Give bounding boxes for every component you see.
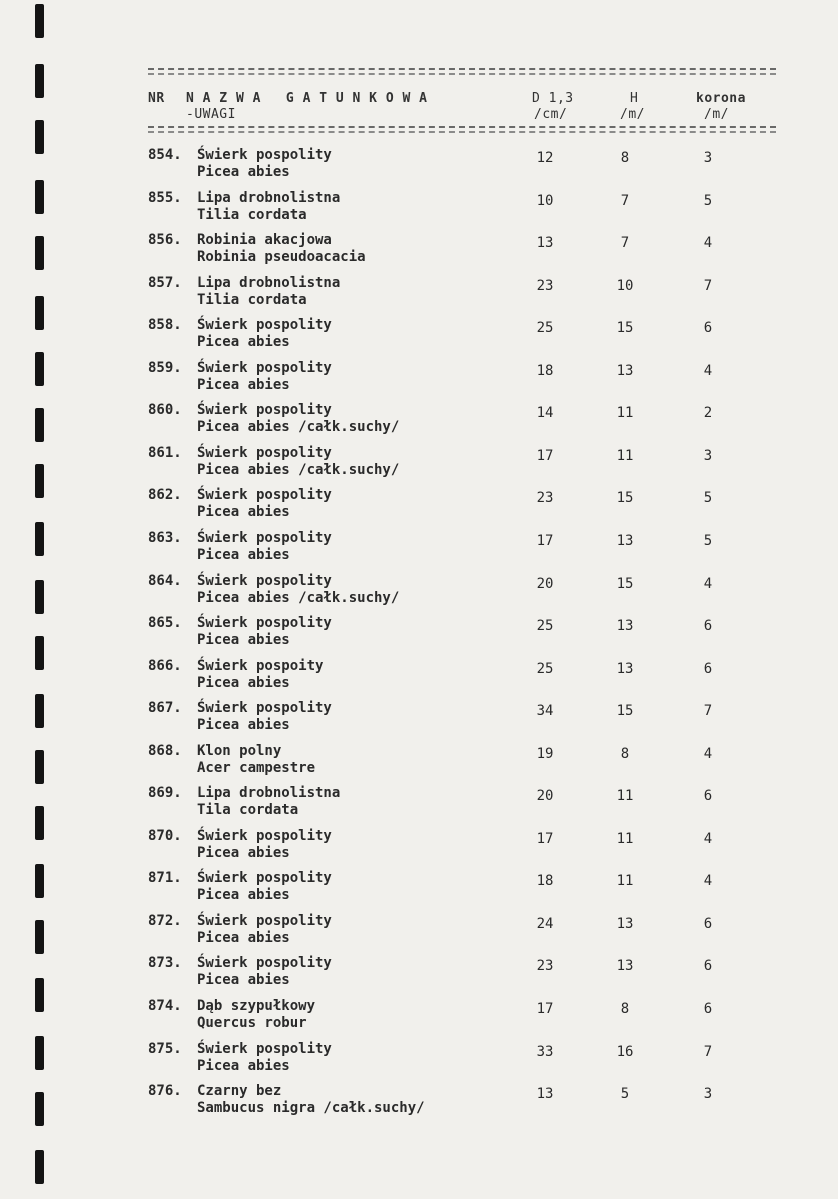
- height-value: 13: [616, 661, 634, 677]
- crown-value: 5: [703, 490, 713, 506]
- diameter-value: 13: [536, 235, 554, 251]
- height-value: 11: [616, 448, 634, 464]
- species-name: Świerk pospolity: [197, 573, 332, 589]
- species-name: Świerk pospolity: [197, 615, 332, 631]
- binder-hole: [35, 352, 44, 386]
- table-row: [148, 573, 768, 609]
- table-row: [148, 743, 768, 779]
- crown-value: 3: [703, 150, 713, 166]
- table-row: [148, 998, 768, 1034]
- crown-value: 4: [703, 576, 713, 592]
- binder-hole: [35, 920, 44, 954]
- row-number: 873.: [148, 955, 182, 971]
- species-name: Świerk pospolity: [197, 955, 332, 971]
- latin-name-remarks: Tila cordata: [197, 802, 299, 818]
- table-row: [148, 658, 768, 694]
- diameter-value: 25: [536, 661, 554, 677]
- binder-hole: [35, 750, 44, 784]
- row-number: 866.: [148, 658, 182, 674]
- table-row: [148, 955, 768, 991]
- species-name: Świerk pospolity: [197, 1041, 332, 1057]
- species-name: Świerk pospolity: [197, 317, 332, 333]
- crown-value: 4: [703, 363, 713, 379]
- row-number: 860.: [148, 402, 182, 418]
- diameter-value: 25: [536, 618, 554, 634]
- diameter-value: 17: [536, 1001, 554, 1017]
- header-uwagi: -UWAGI: [186, 107, 236, 122]
- crown-value: 3: [703, 1086, 713, 1102]
- header-h: H: [630, 91, 639, 106]
- table-row: [148, 1041, 768, 1077]
- height-value: 13: [616, 363, 634, 379]
- row-number: 872.: [148, 913, 182, 929]
- crown-value: 3: [703, 448, 713, 464]
- diameter-value: 19: [536, 746, 554, 762]
- table-row: [148, 445, 768, 481]
- diameter-value: 34: [536, 703, 554, 719]
- row-number: 857.: [148, 275, 182, 291]
- row-number: 864.: [148, 573, 182, 589]
- latin-name-remarks: Sambucus nigra /całk.suchy/: [197, 1100, 425, 1116]
- row-number: 870.: [148, 828, 182, 844]
- crown-value: 6: [703, 661, 713, 677]
- species-name: Świerk pospolity: [197, 402, 332, 418]
- species-name: Świerk pospolity: [197, 445, 332, 461]
- species-name: Świerk pospolity: [197, 147, 332, 163]
- row-number: 854.: [148, 147, 182, 163]
- table-row: [148, 402, 768, 438]
- header-h-unit: /m/: [620, 107, 645, 122]
- row-number: 859.: [148, 360, 182, 376]
- latin-name-remarks: Picea abies: [197, 547, 290, 563]
- binder-hole: [35, 236, 44, 270]
- diameter-value: 33: [536, 1044, 554, 1060]
- table-row: [148, 615, 768, 651]
- species-name: Świerk pospolity: [197, 700, 332, 716]
- species-name: Świerk pospolity: [197, 870, 332, 886]
- height-value: 15: [616, 320, 634, 336]
- height-value: 8: [620, 746, 630, 762]
- species-name: Klon polny: [197, 743, 282, 759]
- table-row: [148, 190, 768, 226]
- species-name: Czarny bez: [197, 1083, 282, 1099]
- binder-hole: [35, 580, 44, 614]
- height-value: 8: [620, 1001, 630, 1017]
- diameter-value: 12: [536, 150, 554, 166]
- height-value: 13: [616, 618, 634, 634]
- height-value: 15: [616, 490, 634, 506]
- species-name: Świerk pospolity: [197, 487, 332, 503]
- table-row: [148, 870, 768, 906]
- latin-name-remarks: Picea abies: [197, 632, 290, 648]
- diameter-value: 17: [536, 533, 554, 549]
- diameter-value: 20: [536, 576, 554, 592]
- crown-value: 6: [703, 788, 713, 804]
- row-number: 868.: [148, 743, 182, 759]
- binder-hole: [35, 180, 44, 214]
- row-number: 858.: [148, 317, 182, 333]
- latin-name-remarks: Picea abies: [197, 717, 290, 733]
- table-row: [148, 317, 768, 353]
- row-number: 865.: [148, 615, 182, 631]
- row-number: 855.: [148, 190, 182, 206]
- header-korona: korona: [696, 91, 746, 106]
- diameter-value: 13: [536, 1086, 554, 1102]
- species-name: Lipa drobnolistna: [197, 190, 341, 206]
- crown-value: 4: [703, 831, 713, 847]
- crown-value: 4: [703, 873, 713, 889]
- latin-name-remarks: Picea abies: [197, 504, 290, 520]
- row-number: 856.: [148, 232, 182, 248]
- latin-name-remarks: Picea abies /całk.suchy/: [197, 462, 400, 478]
- latin-name-remarks: Robinia pseudoacacia: [197, 249, 366, 265]
- species-name: Dąb szypułkowy: [197, 998, 316, 1014]
- species-name: Robinia akacjowa: [197, 232, 332, 248]
- binder-hole: [35, 694, 44, 728]
- diameter-value: 23: [536, 958, 554, 974]
- diameter-value: 20: [536, 788, 554, 804]
- crown-value: 4: [703, 746, 713, 762]
- latin-name-remarks: Tilia cordata: [197, 207, 307, 223]
- species-name: Świerk pospolity: [197, 913, 332, 929]
- row-number: 862.: [148, 487, 182, 503]
- diameter-value: 23: [536, 490, 554, 506]
- crown-value: 7: [703, 278, 713, 294]
- binder-hole: [35, 120, 44, 154]
- binder-strip: [0, 0, 60, 1199]
- species-name: Świerk pospolity: [197, 828, 332, 844]
- latin-name-remarks: Picea abies: [197, 972, 290, 988]
- diameter-value: 18: [536, 363, 554, 379]
- binder-hole: [35, 408, 44, 442]
- binder-hole: [35, 1092, 44, 1126]
- table-row: [148, 487, 768, 523]
- height-value: 5: [620, 1086, 630, 1102]
- table-row: [148, 785, 768, 821]
- row-number: 871.: [148, 870, 182, 886]
- header-bottom-rule: [148, 126, 776, 133]
- row-number: 861.: [148, 445, 182, 461]
- binder-hole: [35, 636, 44, 670]
- table-row: [148, 700, 768, 736]
- latin-name-remarks: Picea abies: [197, 334, 290, 350]
- table-row: [148, 147, 768, 183]
- crown-value: 7: [703, 703, 713, 719]
- height-value: 8: [620, 150, 630, 166]
- species-name: Świerk pospolity: [197, 530, 332, 546]
- diameter-value: 18: [536, 873, 554, 889]
- height-value: 15: [616, 703, 634, 719]
- crown-value: 5: [703, 193, 713, 209]
- binder-hole: [35, 978, 44, 1012]
- header-d: D 1,3: [532, 91, 574, 106]
- height-value: 10: [616, 278, 634, 294]
- table-row: [148, 1083, 768, 1119]
- height-value: 16: [616, 1044, 634, 1060]
- diameter-value: 10: [536, 193, 554, 209]
- crown-value: 7: [703, 1044, 713, 1060]
- diameter-value: 17: [536, 448, 554, 464]
- binder-hole: [35, 464, 44, 498]
- latin-name-remarks: Picea abies: [197, 930, 290, 946]
- crown-value: 6: [703, 618, 713, 634]
- binder-hole: [35, 1150, 44, 1184]
- diameter-value: 24: [536, 916, 554, 932]
- latin-name-remarks: Tilia cordata: [197, 292, 307, 308]
- crown-value: 6: [703, 958, 713, 974]
- height-value: 11: [616, 405, 634, 421]
- height-value: 15: [616, 576, 634, 592]
- height-value: 7: [620, 193, 630, 209]
- crown-value: 6: [703, 916, 713, 932]
- latin-name-remarks: Picea abies: [197, 1058, 290, 1074]
- binder-hole: [35, 522, 44, 556]
- binder-hole: [35, 4, 44, 38]
- row-number: 876.: [148, 1083, 182, 1099]
- crown-value: 2: [703, 405, 713, 421]
- diameter-value: 14: [536, 405, 554, 421]
- header-nr: NR: [148, 91, 165, 106]
- row-number: 863.: [148, 530, 182, 546]
- diameter-value: 23: [536, 278, 554, 294]
- table-row: [148, 275, 768, 311]
- crown-value: 6: [703, 1001, 713, 1017]
- binder-hole: [35, 806, 44, 840]
- binder-hole: [35, 64, 44, 98]
- species-name: Lipa drobnolistna: [197, 275, 341, 291]
- latin-name-remarks: Picea abies /całk.suchy/: [197, 419, 400, 435]
- latin-name-remarks: Picea abies: [197, 845, 290, 861]
- height-value: 13: [616, 916, 634, 932]
- latin-name-remarks: Picea abies: [197, 164, 290, 180]
- row-number: 874.: [148, 998, 182, 1014]
- latin-name-remarks: Quercus robur: [197, 1015, 307, 1031]
- table-row: [148, 530, 768, 566]
- crown-value: 5: [703, 533, 713, 549]
- height-value: 7: [620, 235, 630, 251]
- row-number: 875.: [148, 1041, 182, 1057]
- diameter-value: 25: [536, 320, 554, 336]
- height-value: 13: [616, 958, 634, 974]
- latin-name-remarks: Picea abies: [197, 377, 290, 393]
- species-name: Świerk pospoity: [197, 658, 324, 674]
- table-row: [148, 360, 768, 396]
- header-korona-unit: /m/: [704, 107, 729, 122]
- table-row: [148, 913, 768, 949]
- height-value: 11: [616, 788, 634, 804]
- latin-name-remarks: Picea abies: [197, 887, 290, 903]
- row-number: 867.: [148, 700, 182, 716]
- crown-value: 6: [703, 320, 713, 336]
- latin-name-remarks: Picea abies /całk.suchy/: [197, 590, 400, 606]
- row-number: 869.: [148, 785, 182, 801]
- header-nazwa: N A Z W A G A T U N K O W A: [186, 91, 428, 106]
- height-value: 13: [616, 533, 634, 549]
- height-value: 11: [616, 831, 634, 847]
- latin-name-remarks: Acer campestre: [197, 760, 316, 776]
- table-row: [148, 232, 768, 268]
- binder-hole: [35, 864, 44, 898]
- binder-hole: [35, 296, 44, 330]
- height-value: 11: [616, 873, 634, 889]
- table-row: [148, 828, 768, 864]
- species-name: Lipa drobnolistna: [197, 785, 341, 801]
- species-name: Świerk pospolity: [197, 360, 332, 376]
- latin-name-remarks: Picea abies: [197, 675, 290, 691]
- binder-hole: [35, 1036, 44, 1070]
- header-top-rule: [148, 68, 776, 75]
- header-d-unit: /cm/: [534, 107, 568, 122]
- diameter-value: 17: [536, 831, 554, 847]
- crown-value: 4: [703, 235, 713, 251]
